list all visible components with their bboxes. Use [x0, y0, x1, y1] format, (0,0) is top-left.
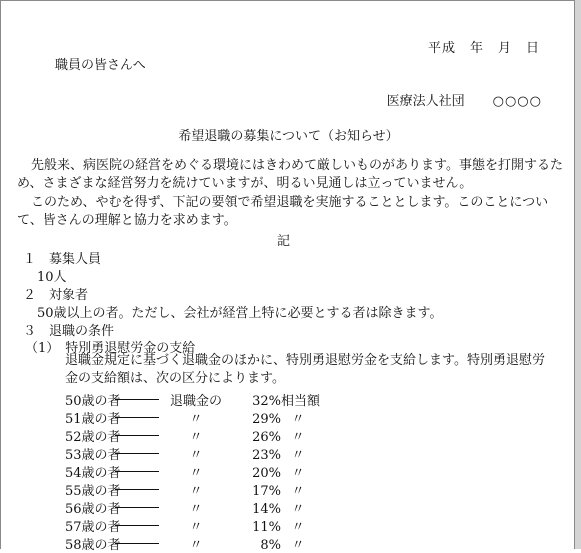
rate-row	[65, 390, 321, 409]
section-3-number: ３	[23, 324, 37, 339]
rate-row	[65, 534, 315, 553]
rate-row	[65, 516, 315, 535]
rate-suffix: 〃	[291, 538, 305, 553]
section-2-title: 対象者	[49, 288, 89, 303]
section-3-title: 退職の条件	[49, 324, 115, 339]
page-edge-shadow	[575, 0, 581, 549]
section-1-number: １	[23, 252, 37, 267]
date-year-label: 年	[469, 41, 484, 56]
rate-percent: 32%	[252, 394, 281, 409]
subsection-body: 退職金規定に基づく退職金のほかに、特別勇退慰労金を支給します。特別勇退慰労金の支給額は、次の区分によります。	[65, 353, 545, 386]
rate-leader-line	[115, 507, 159, 508]
rate-suffix: 〃	[291, 430, 305, 445]
rate-basis: 〃	[189, 502, 203, 517]
rate-row	[65, 444, 315, 463]
sender-name: ○○○○	[492, 94, 542, 109]
rate-age: 58歳の者	[65, 538, 121, 553]
rate-age: 55歳の者	[65, 484, 121, 499]
sender	[387, 90, 542, 109]
rate-percent: 17%	[252, 484, 281, 499]
rate-suffix: 〃	[291, 502, 305, 517]
rate-leader-line	[115, 453, 159, 454]
section-1-heading	[23, 248, 101, 267]
rate-suffix: 〃	[291, 520, 305, 535]
document-title: 希望退職の募集について（お知らせ）	[178, 129, 399, 144]
rate-row	[65, 480, 315, 499]
rate-suffix: 〃	[291, 484, 305, 499]
paragraph-2: このため、やむを得ず、下記の要領で希望退職を実施することとします。このことについて、皆さんの理解と協力を求めます。	[17, 195, 549, 228]
date-month-label: 月	[497, 41, 512, 56]
section-2-number: ２	[23, 288, 37, 303]
rate-percent: 14%	[252, 502, 281, 517]
date-day-label: 日	[525, 41, 540, 56]
section-2-heading	[23, 284, 88, 303]
rate-percent: 8%	[260, 538, 281, 553]
rate-age: 53歳の者	[65, 448, 121, 463]
rate-percent: 26%	[252, 430, 281, 445]
rate-age: 51歳の者	[65, 412, 121, 427]
document-date	[428, 37, 540, 56]
paragraph-1: 先般来、病医院の経営をめぐる環境にはきわめて厳しいものがあります。事態を打開するため、さまざまな経営努力を続けていますが、明るい見通しは立っていません。	[17, 158, 563, 191]
rate-row	[65, 426, 315, 445]
rate-leader-line	[115, 399, 159, 400]
rate-basis: 〃	[189, 466, 203, 481]
rate-leader-line	[115, 417, 159, 418]
addressee: 職員の皆さんへ	[55, 58, 146, 73]
rate-row	[65, 462, 315, 481]
rate-basis: 〃	[189, 430, 203, 445]
rate-basis: 〃	[189, 520, 203, 535]
subsection-number: （1）	[25, 341, 60, 356]
rate-row	[65, 408, 315, 427]
rate-basis: 〃	[189, 538, 203, 553]
rate-basis: 〃	[189, 412, 203, 427]
rate-row	[65, 498, 315, 517]
rate-percent: 20%	[252, 466, 281, 481]
rate-leader-line	[115, 543, 159, 544]
rate-age: 52歳の者	[65, 430, 121, 445]
rate-percent: 29%	[252, 412, 281, 427]
rate-basis: 〃	[189, 484, 203, 499]
rate-percent: 11%	[252, 520, 281, 535]
rate-leader-line	[115, 489, 159, 490]
rate-age: 54歳の者	[65, 466, 121, 481]
rate-suffix: 相当額	[281, 394, 321, 409]
rate-leader-line	[115, 525, 159, 526]
section-1-title: 募集人員	[49, 252, 102, 267]
rate-leader-line	[115, 435, 159, 436]
rate-leader-line	[115, 471, 159, 472]
rate-percent: 23%	[252, 448, 281, 463]
ki-heading: 記	[276, 234, 290, 249]
section-1-content: 10人	[37, 270, 67, 285]
rate-age: 56歳の者	[65, 502, 121, 517]
rate-basis: 〃	[189, 448, 203, 463]
rate-age: 57歳の者	[65, 520, 121, 535]
rate-suffix: 〃	[291, 412, 305, 427]
sender-org: 医療法人社団	[386, 94, 465, 109]
rate-basis: 退職金の	[169, 394, 222, 409]
date-era: 平成	[427, 41, 456, 56]
rate-suffix: 〃	[291, 466, 305, 481]
section-2-content: 50歳以上の者。ただし、会社が経営上特に必要とする者は除きます。	[37, 306, 443, 321]
subsection-title: 特別勇退慰労金の支給	[65, 341, 196, 356]
rate-suffix: 〃	[291, 448, 305, 463]
rate-age: 50歳の者	[65, 394, 121, 409]
